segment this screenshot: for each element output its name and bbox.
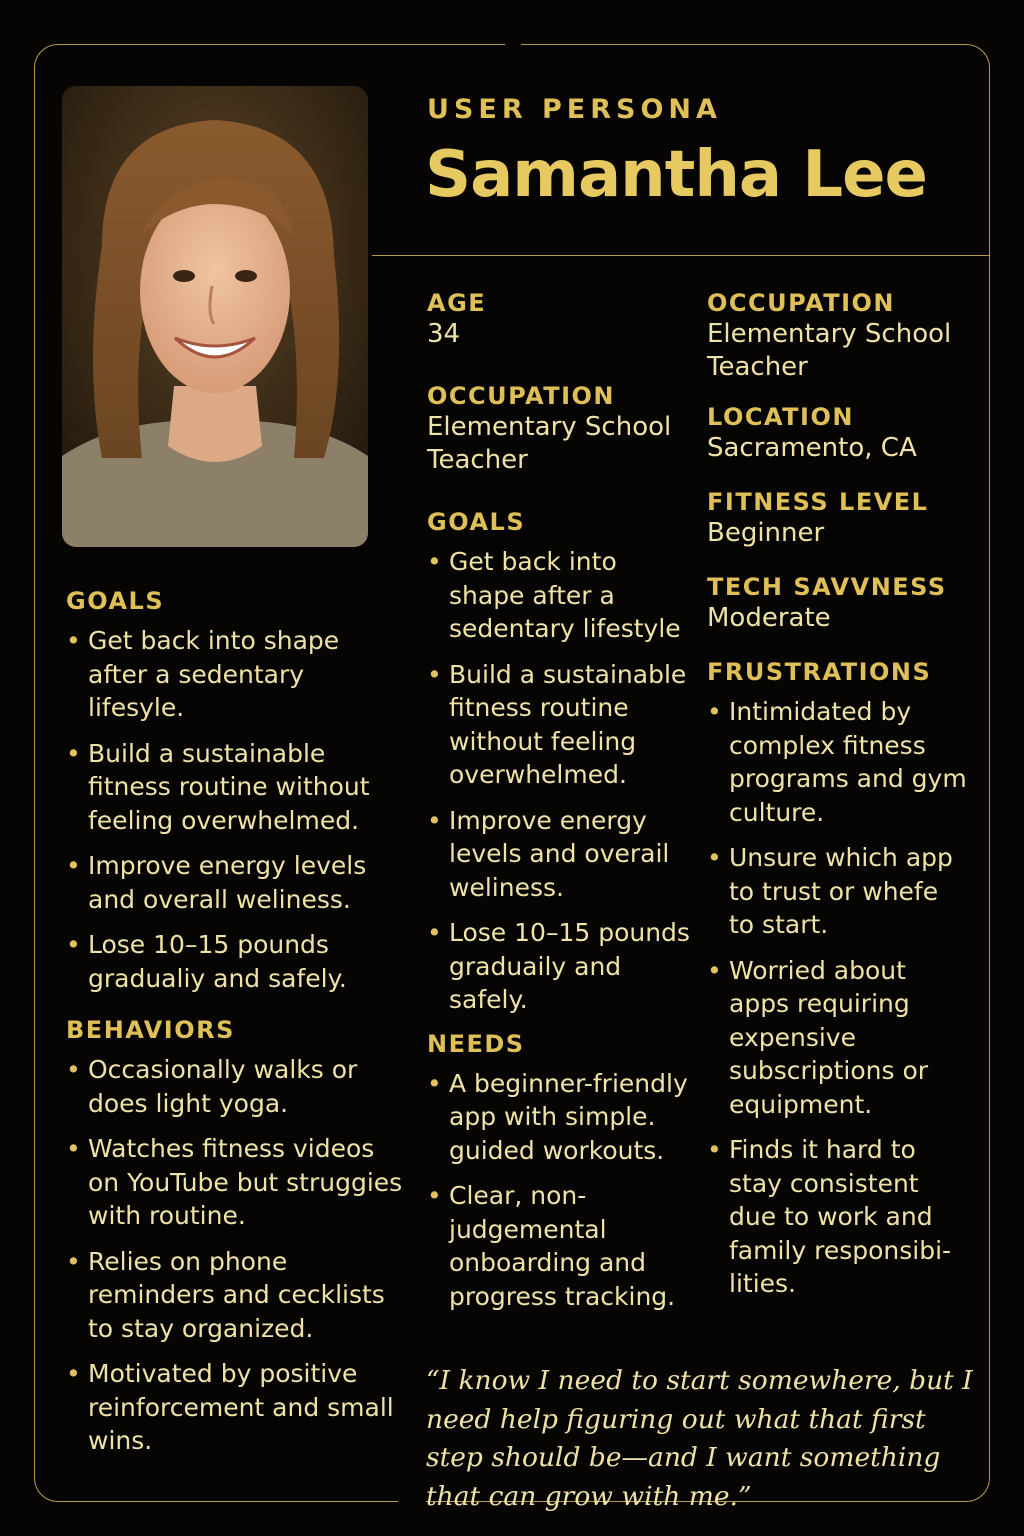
right-column <box>707 288 969 1313</box>
left-column <box>66 586 406 1470</box>
header-divider <box>372 255 990 256</box>
frame-top-gap <box>505 40 521 48</box>
tech-savviness-value: Moderate <box>707 603 831 633</box>
occupation-value: Elementary School Teacher <box>427 412 672 475</box>
occupation-value: Elementary School Teacher <box>707 319 952 382</box>
need-item: • Clear, non- judgemental onboarding and progress tracking. <box>427 1179 699 1313</box>
need-item: • A beginner-friendly app with simple. guided workouts. <box>427 1067 699 1168</box>
fitness-level-heading: FITNESS LEVEL <box>707 488 929 516</box>
frustration-item: • Intimidated by complex fitness programs and gym culture. <box>707 695 969 829</box>
frame-bottom-gap <box>398 1496 426 1506</box>
frustrations-heading: FRUSTRATIONS <box>707 658 932 686</box>
occupation-heading: OCCUPATION <box>707 289 896 317</box>
behavior-item: • Motivated by positive reinforcement and small wins. <box>66 1357 406 1458</box>
needs-heading: NEEDS <box>427 1029 525 1058</box>
location-heading: LOCATION <box>707 403 854 431</box>
goal-item: • Get back into shape after a sedentary lifesyle. <box>66 624 406 725</box>
persona-name: Samantha Lee <box>425 138 927 212</box>
needs-list <box>427 1067 699 1314</box>
age-value: 34 <box>427 319 461 349</box>
frustrations-list <box>707 695 969 1301</box>
age-heading: AGE <box>427 289 487 317</box>
goals-heading: GOALS <box>427 508 526 536</box>
behaviors-list <box>66 1053 406 1458</box>
goal-item: • Lose 10–15 pounds graduaily and safely. <box>427 916 699 1017</box>
goal-item: • Improve energy levels and overall weliness. <box>66 849 406 916</box>
fitness-level-value: Beginner <box>707 518 825 548</box>
goals-list <box>66 624 406 995</box>
goal-item: • Improve energy levels and overail weliness. <box>427 804 699 905</box>
behaviors-heading: BEHAVIORS <box>66 1016 235 1044</box>
frustration-item: • Finds it hard to stay consistent due to work and family responsibi- lities. <box>707 1133 969 1301</box>
behavior-item: • Watches fitness videos on YouTube but struggies with routine. <box>66 1132 406 1233</box>
goal-item: • Build a sustainable fitness routine without feeling overwhelmed. <box>66 737 406 838</box>
goal-item: • Build a sustainable fitness routine without feeling overwhelmed. <box>427 658 699 792</box>
tech-savviness-heading: TECH SAVVNESS <box>707 573 947 601</box>
goal-item: • Lose 10–15 pounds gradualiy and safely. <box>66 928 406 995</box>
frustration-item: • Worried about apps requiring expensive subscriptions or equipment. <box>707 954 969 1122</box>
goal-item: • Get back into shape after a sedentary lifestyle <box>427 545 699 646</box>
persona-quote: “I know I need to start somewhere, but I need help figuring out what that first step should be—and I want something that can grow with me.” <box>426 1365 973 1512</box>
occupation-heading: OCCUPATION <box>427 382 616 410</box>
behavior-item: • Occasionally walks or does light yoga. <box>66 1053 406 1120</box>
persona-photo <box>62 86 368 547</box>
location-value: Sacramento, CA <box>707 433 917 463</box>
goals-heading: GOALS <box>66 587 165 615</box>
persona-eyebrow: USER PERSONA <box>427 94 722 125</box>
middle-column <box>427 288 699 1325</box>
behavior-item: • Relies on phone reminders and cecklists to stay organized. <box>66 1245 406 1346</box>
goals-list <box>427 545 699 1017</box>
frustration-item: • Unsure which app to trust or whefe to start. <box>707 841 969 942</box>
